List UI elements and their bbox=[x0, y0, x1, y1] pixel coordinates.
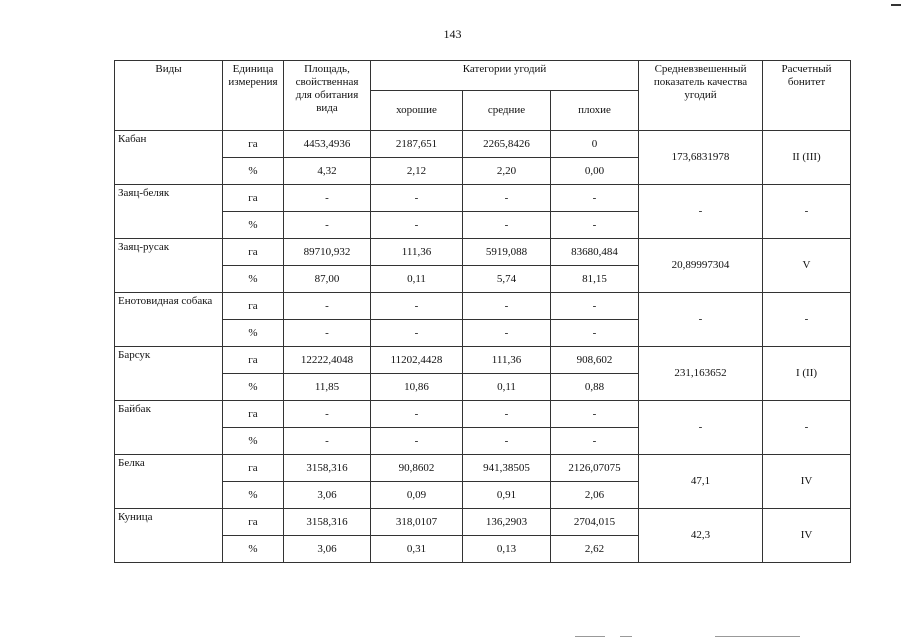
header-weighted: Средневзвешенный показатель качества угодий bbox=[639, 61, 763, 131]
unit-cell: га bbox=[223, 401, 284, 428]
good-cell: - bbox=[371, 293, 463, 320]
weighted-quality-cell: - bbox=[639, 293, 763, 347]
unit-cell: % bbox=[223, 428, 284, 455]
unit-cell: % bbox=[223, 374, 284, 401]
table-row bbox=[115, 239, 851, 266]
area-cell: 89710,932 bbox=[284, 239, 371, 266]
species-name: Барсук bbox=[115, 347, 223, 401]
bonitet-cell: I (II) bbox=[763, 347, 851, 401]
medium-cell: - bbox=[463, 428, 551, 455]
bad-cell: 0,88 bbox=[551, 374, 639, 401]
medium-cell: - bbox=[463, 293, 551, 320]
good-cell: 11202,4428 bbox=[371, 347, 463, 374]
good-cell: 111,36 bbox=[371, 239, 463, 266]
species-name: Кабан bbox=[115, 131, 223, 185]
unit-cell: га bbox=[223, 509, 284, 536]
unit-cell: % bbox=[223, 536, 284, 563]
bad-cell: 2126,07075 bbox=[551, 455, 639, 482]
table-row bbox=[115, 185, 851, 212]
medium-cell: 941,38505 bbox=[463, 455, 551, 482]
bad-cell: 2,06 bbox=[551, 482, 639, 509]
bad-cell: 0,00 bbox=[551, 158, 639, 185]
medium-cell: 0,91 bbox=[463, 482, 551, 509]
bad-cell: 2,62 bbox=[551, 536, 639, 563]
bonitet-cell: II (III) bbox=[763, 131, 851, 185]
medium-cell: - bbox=[463, 320, 551, 347]
unit-cell: га bbox=[223, 455, 284, 482]
species-name: Заяц-русак bbox=[115, 239, 223, 293]
species-name: Заяц-беляк bbox=[115, 185, 223, 239]
area-cell: - bbox=[284, 185, 371, 212]
table-row bbox=[115, 293, 851, 320]
species-habitat-table bbox=[114, 60, 851, 563]
unit-cell: % bbox=[223, 266, 284, 293]
bad-cell: 908,602 bbox=[551, 347, 639, 374]
bonitet-cell: V bbox=[763, 239, 851, 293]
unit-cell: % bbox=[223, 320, 284, 347]
table-row bbox=[115, 401, 851, 428]
medium-cell: 2265,8426 bbox=[463, 131, 551, 158]
medium-cell: - bbox=[463, 212, 551, 239]
bad-cell: - bbox=[551, 401, 639, 428]
unit-cell: га bbox=[223, 131, 284, 158]
medium-cell: 0,11 bbox=[463, 374, 551, 401]
good-cell: 0,09 bbox=[371, 482, 463, 509]
unit-cell: % bbox=[223, 482, 284, 509]
area-cell: 3158,316 bbox=[284, 509, 371, 536]
header-bonitet: Расчетный бонитет bbox=[763, 61, 851, 131]
area-cell: - bbox=[284, 428, 371, 455]
bad-cell: 2704,015 bbox=[551, 509, 639, 536]
good-cell: 318,0107 bbox=[371, 509, 463, 536]
good-cell: 0,31 bbox=[371, 536, 463, 563]
species-name: Байбак bbox=[115, 401, 223, 455]
species-name: Белка bbox=[115, 455, 223, 509]
table-row bbox=[115, 509, 851, 536]
header-good: хорошие bbox=[371, 91, 463, 131]
medium-cell: 5,74 bbox=[463, 266, 551, 293]
medium-cell: 2,20 bbox=[463, 158, 551, 185]
good-cell: 2,12 bbox=[371, 158, 463, 185]
area-cell: 3158,316 bbox=[284, 455, 371, 482]
species-name: Куница bbox=[115, 509, 223, 563]
table-body bbox=[115, 131, 851, 563]
medium-cell: 136,2903 bbox=[463, 509, 551, 536]
area-cell: 3,06 bbox=[284, 536, 371, 563]
bonitet-cell: IV bbox=[763, 509, 851, 563]
area-cell: 3,06 bbox=[284, 482, 371, 509]
area-cell: - bbox=[284, 401, 371, 428]
bad-cell: - bbox=[551, 428, 639, 455]
unit-cell: % bbox=[223, 158, 284, 185]
medium-cell: - bbox=[463, 185, 551, 212]
bonitet-cell: - bbox=[763, 185, 851, 239]
good-cell: - bbox=[371, 428, 463, 455]
good-cell: 90,8602 bbox=[371, 455, 463, 482]
unit-cell: га bbox=[223, 347, 284, 374]
weighted-quality-cell: 20,89997304 bbox=[639, 239, 763, 293]
bad-cell: - bbox=[551, 293, 639, 320]
bad-cell: 0 bbox=[551, 131, 639, 158]
scan-speck bbox=[715, 636, 800, 637]
good-cell: - bbox=[371, 212, 463, 239]
area-cell: - bbox=[284, 293, 371, 320]
bad-cell: - bbox=[551, 212, 639, 239]
weighted-quality-cell: - bbox=[639, 401, 763, 455]
good-cell: - bbox=[371, 185, 463, 212]
weighted-quality-cell: 173,6831978 bbox=[639, 131, 763, 185]
scan-speck bbox=[620, 636, 632, 637]
weighted-quality-cell: 231,163652 bbox=[639, 347, 763, 401]
table-row bbox=[115, 455, 851, 482]
area-cell: 11,85 bbox=[284, 374, 371, 401]
unit-cell: га bbox=[223, 185, 284, 212]
medium-cell: - bbox=[463, 401, 551, 428]
header-bad: плохие bbox=[551, 91, 639, 131]
area-cell: 12222,4048 bbox=[284, 347, 371, 374]
area-cell: - bbox=[284, 212, 371, 239]
header-medium: средние bbox=[463, 91, 551, 131]
bad-cell: - bbox=[551, 320, 639, 347]
bad-cell: 83680,484 bbox=[551, 239, 639, 266]
species-name: Енотовидная собака bbox=[115, 293, 223, 347]
table-row bbox=[115, 347, 851, 374]
medium-cell: 111,36 bbox=[463, 347, 551, 374]
header-unit: Единица измерения bbox=[223, 61, 284, 131]
table-row bbox=[115, 131, 851, 158]
bad-cell: 81,15 bbox=[551, 266, 639, 293]
unit-cell: % bbox=[223, 212, 284, 239]
bad-cell: - bbox=[551, 185, 639, 212]
area-cell: 4453,4936 bbox=[284, 131, 371, 158]
bonitet-cell: - bbox=[763, 401, 851, 455]
medium-cell: 0,13 bbox=[463, 536, 551, 563]
header-area: Площадь, свойственная для обитания вида bbox=[284, 61, 371, 131]
good-cell: - bbox=[371, 320, 463, 347]
weighted-quality-cell: 42,3 bbox=[639, 509, 763, 563]
area-cell: - bbox=[284, 320, 371, 347]
bonitet-cell: - bbox=[763, 293, 851, 347]
good-cell: - bbox=[371, 401, 463, 428]
unit-cell: га bbox=[223, 239, 284, 266]
weighted-quality-cell: 47,1 bbox=[639, 455, 763, 509]
page-number: 143 bbox=[443, 27, 462, 41]
area-cell: 4,32 bbox=[284, 158, 371, 185]
medium-cell: 5919,088 bbox=[463, 239, 551, 266]
good-cell: 10,86 bbox=[371, 374, 463, 401]
good-cell: 0,11 bbox=[371, 266, 463, 293]
area-cell: 87,00 bbox=[284, 266, 371, 293]
scan-speck bbox=[575, 636, 605, 637]
header-species: Виды bbox=[115, 61, 223, 131]
edge-mark bbox=[891, 4, 901, 6]
bonitet-cell: IV bbox=[763, 455, 851, 509]
weighted-quality-cell: - bbox=[639, 185, 763, 239]
header-categories: Категории угодий bbox=[371, 61, 639, 91]
good-cell: 2187,651 bbox=[371, 131, 463, 158]
unit-cell: га bbox=[223, 293, 284, 320]
